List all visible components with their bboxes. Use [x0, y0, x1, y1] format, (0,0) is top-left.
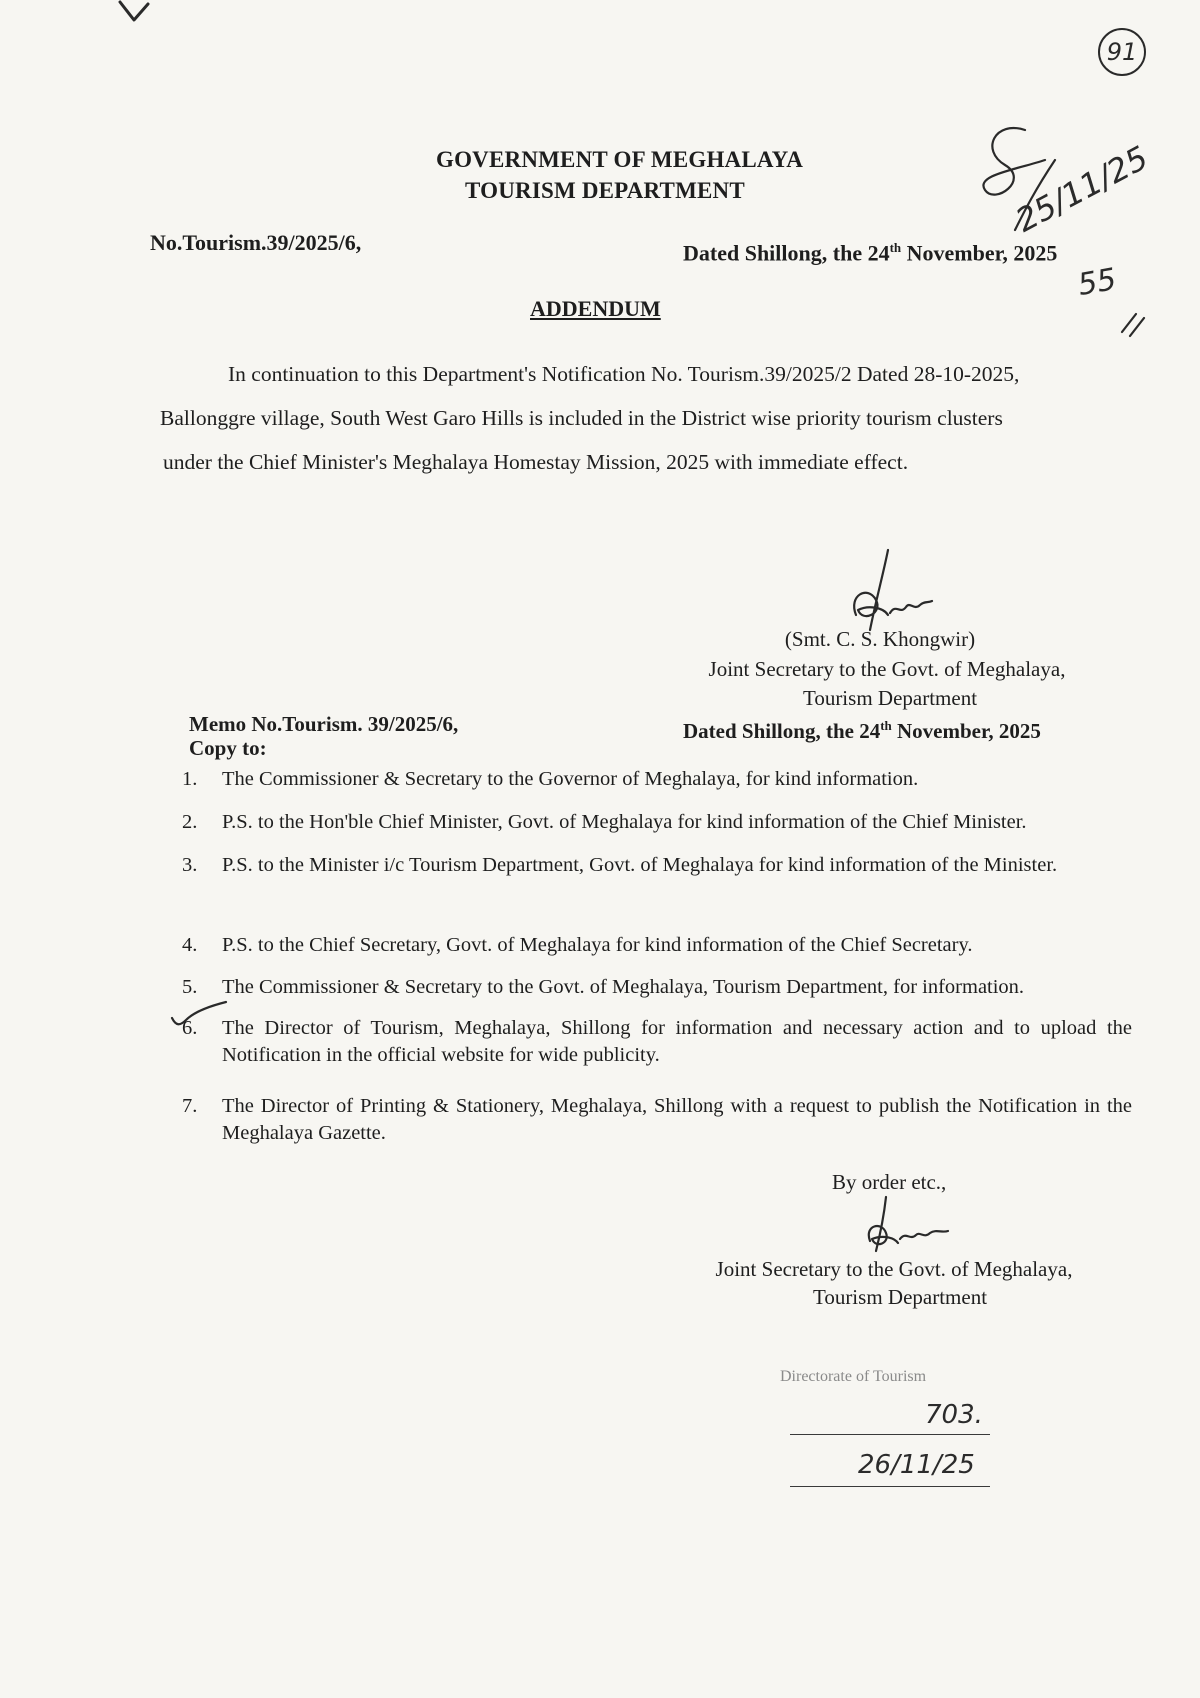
by-order-text: By order etc.,: [832, 1170, 947, 1194]
document-title: ADDENDUM: [530, 296, 661, 321]
copy-to-label: Copy to:: [189, 736, 267, 760]
signature-khongwir: [828, 545, 938, 635]
receipt-stamp: Directorate of Tourism: [780, 1368, 927, 1385]
header-government: GOVERNMENT OF MEGHALAYA: [436, 147, 804, 172]
double-slash-mark: [1118, 308, 1148, 338]
document-page: GOVERNMENT OF MEGHALAYA TOURISM DEPARTMENT No.Tourism.39/2025/6, Dated Shillong, the 24th November, 2025 ADDENDUM In continuation to this Department's Notification No. Tourism.39/2025/2 Dated 28-10-2025, Ballonggre village, South West Garo Hills is included in the District wise priority tourism clusters under the Chief Minister's Meghalaya Homestay Mission, 2025 with immediate effect. (Smt. C. S. Khongwir) Joint Secretary to the Govt. of Meghalaya, Tourism Department Memo No.Tourism. 39/2025/6, Copy to: Dated Shillong, the 24th November, 2025 1. The Commissioner & Secretary to the Governor of Meghalaya, for kind information. 2. P.S. to the Hon'ble Chief Minister, Govt. of Meghalaya for kind information of the Chief Minister. 3. P.S. to the Minister i/c Tourism Department, Govt. of Meghalaya for kind information of the Minister. 4. P.S. to the Chief Secretary, Govt. of Meghalaya for kind information of the Chief Secretary. 5. The Commissioner & Secretary to the Govt. of Meghalaya, Tourism Department, for information. 6. The Director of Tourism, Meghalaya, Shillong for information and necessary action and to upload the Notification in the official website for wide publicity. 7. The Director of Printing & Stationery, Meghalaya, Shillong with a request to publish the Notification in the Meghalaya Gazette. By order etc., Joint Secretary to the Govt. of Meghalaya, Tourism Department Directorate of Tourism 703. 26/11/25 91 25/11/25 55: [0, 0, 1200, 1698]
body-line-3: under the Chief Minister's Meghalaya Homestay Mission, 2025 with immediate effect.: [163, 450, 909, 474]
signature-closing: [856, 1195, 956, 1255]
reference-date: Dated Shillong, the 24th November, 2025: [683, 240, 1058, 266]
diary-date: 26/11/25: [858, 1450, 975, 1480]
signatory-designation: Joint Secretary to the Govt. of Meghalaya,: [708, 657, 1066, 681]
received-date-handwritten: 25/11/25: [1009, 138, 1155, 240]
initials-handwritten: 55: [1075, 261, 1119, 304]
tick-mark-icon: [170, 1000, 230, 1030]
body-line-1: In continuation to this Department's Notification No. Tourism.39/2025/2 Dated 28-10-2025,: [228, 362, 1020, 386]
diary-date-line: [790, 1486, 990, 1487]
closing-department: Tourism Department: [812, 1285, 988, 1309]
memo-date: Dated Shillong, the 24th November, 2025: [683, 718, 1041, 743]
body-line-2: Ballonggre village, South West Garo Hills is included in the District wise priority tourism clusters: [160, 406, 1003, 430]
diary-number-line: [790, 1434, 990, 1435]
scan-corner-mark: [112, 0, 172, 60]
signatory-department: Tourism Department: [802, 686, 978, 710]
signatory-name: (Smt. C. S. Khongwir): [784, 627, 976, 651]
diary-number: 703.: [925, 1400, 983, 1430]
page-number-circle: 91: [1098, 28, 1146, 76]
reference-number: No.Tourism.39/2025/6,: [150, 230, 362, 255]
closing-designation: Joint Secretary to the Govt. of Meghalaya,: [715, 1257, 1073, 1281]
memo-number: Memo No.Tourism. 39/2025/6,: [189, 712, 459, 736]
received-initial-mark: [975, 120, 1065, 240]
header-department: TOURISM DEPARTMENT: [465, 178, 745, 203]
